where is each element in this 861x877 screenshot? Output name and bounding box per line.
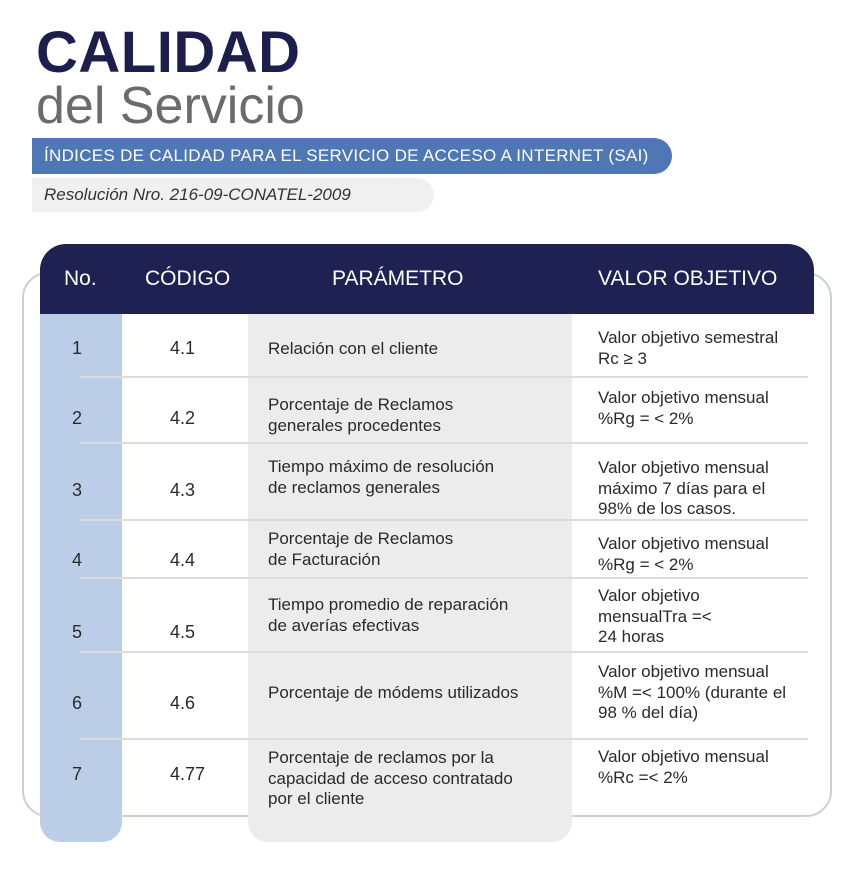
column-header-target-value: VALOR OBJETIVO <box>598 267 778 290</box>
row-target-value: Valor objetivo mensual %Rg = < 2% <box>598 534 769 574</box>
row-parameter: Porcentaje de Reclamos de Facturación <box>268 529 454 569</box>
row-code: 4.77 <box>170 764 206 784</box>
row-divider <box>80 738 808 740</box>
row-code: 4.6 <box>170 693 196 713</box>
row-target-value: Valor objetivo semestral Rc ≥ 3 <box>598 328 779 368</box>
row-code: 4.5 <box>170 622 196 642</box>
column-header-no: No. <box>64 267 97 290</box>
row-divider <box>80 376 808 378</box>
row-code: 4.4 <box>170 550 196 570</box>
row-divider <box>80 577 808 579</box>
row-parameter: Tiempo máximo de resolución de reclamos generales <box>268 457 495 497</box>
row-number: 3 <box>72 480 83 500</box>
row-divider <box>80 442 808 444</box>
row-number: 1 <box>72 338 83 358</box>
row-number: 6 <box>72 693 83 713</box>
row-parameter: Porcentaje de Reclamos generales procedentes <box>268 395 454 435</box>
row-parameter: Porcentaje de módems utilizados <box>268 683 519 702</box>
resolution-label: Resolución Nro. 216-09-CONATEL-2009 <box>32 178 434 212</box>
row-target-value: Valor objetivo mensualTra =< 24 horas <box>598 586 712 647</box>
row-parameter: Porcentaje de reclamos por la capacidad de acceso contratado por el cliente <box>268 748 513 809</box>
row-code: 4.2 <box>170 408 196 428</box>
table-header <box>40 244 814 314</box>
column-header-code: CÓDIGO <box>145 267 231 290</box>
row-divider <box>80 651 808 653</box>
section-subtitle: ÍNDICES DE CALIDAD PARA EL SERVICIO DE ACCESO A INTERNET (SAI) <box>32 138 672 174</box>
row-number: 4 <box>72 550 83 570</box>
row-number: 5 <box>72 622 83 642</box>
row-code: 4.1 <box>170 338 196 358</box>
row-number: 7 <box>72 764 83 784</box>
row-target-value: Valor objetivo mensual máximo 7 días para el 98% de los casos. <box>598 458 769 519</box>
row-parameter: Tiempo promedio de reparación de averías efectivas <box>268 595 509 635</box>
page-title: CALIDAD <box>36 20 301 85</box>
row-target-value: Valor objetivo mensual %Rc =< 2% <box>598 747 769 787</box>
column-header-parameter: PARÁMETRO <box>332 267 464 290</box>
row-parameter: Relación con el cliente <box>268 339 439 358</box>
row-code: 4.3 <box>170 480 196 500</box>
page-subtitle-title: del Servicio <box>36 77 305 135</box>
row-target-value: Valor objetivo mensual %M =< 100% (durante el 98 % del día) <box>598 662 787 723</box>
row-target-value: Valor objetivo mensual %Rg = < 2% <box>598 388 769 428</box>
row-number: 2 <box>72 408 83 428</box>
